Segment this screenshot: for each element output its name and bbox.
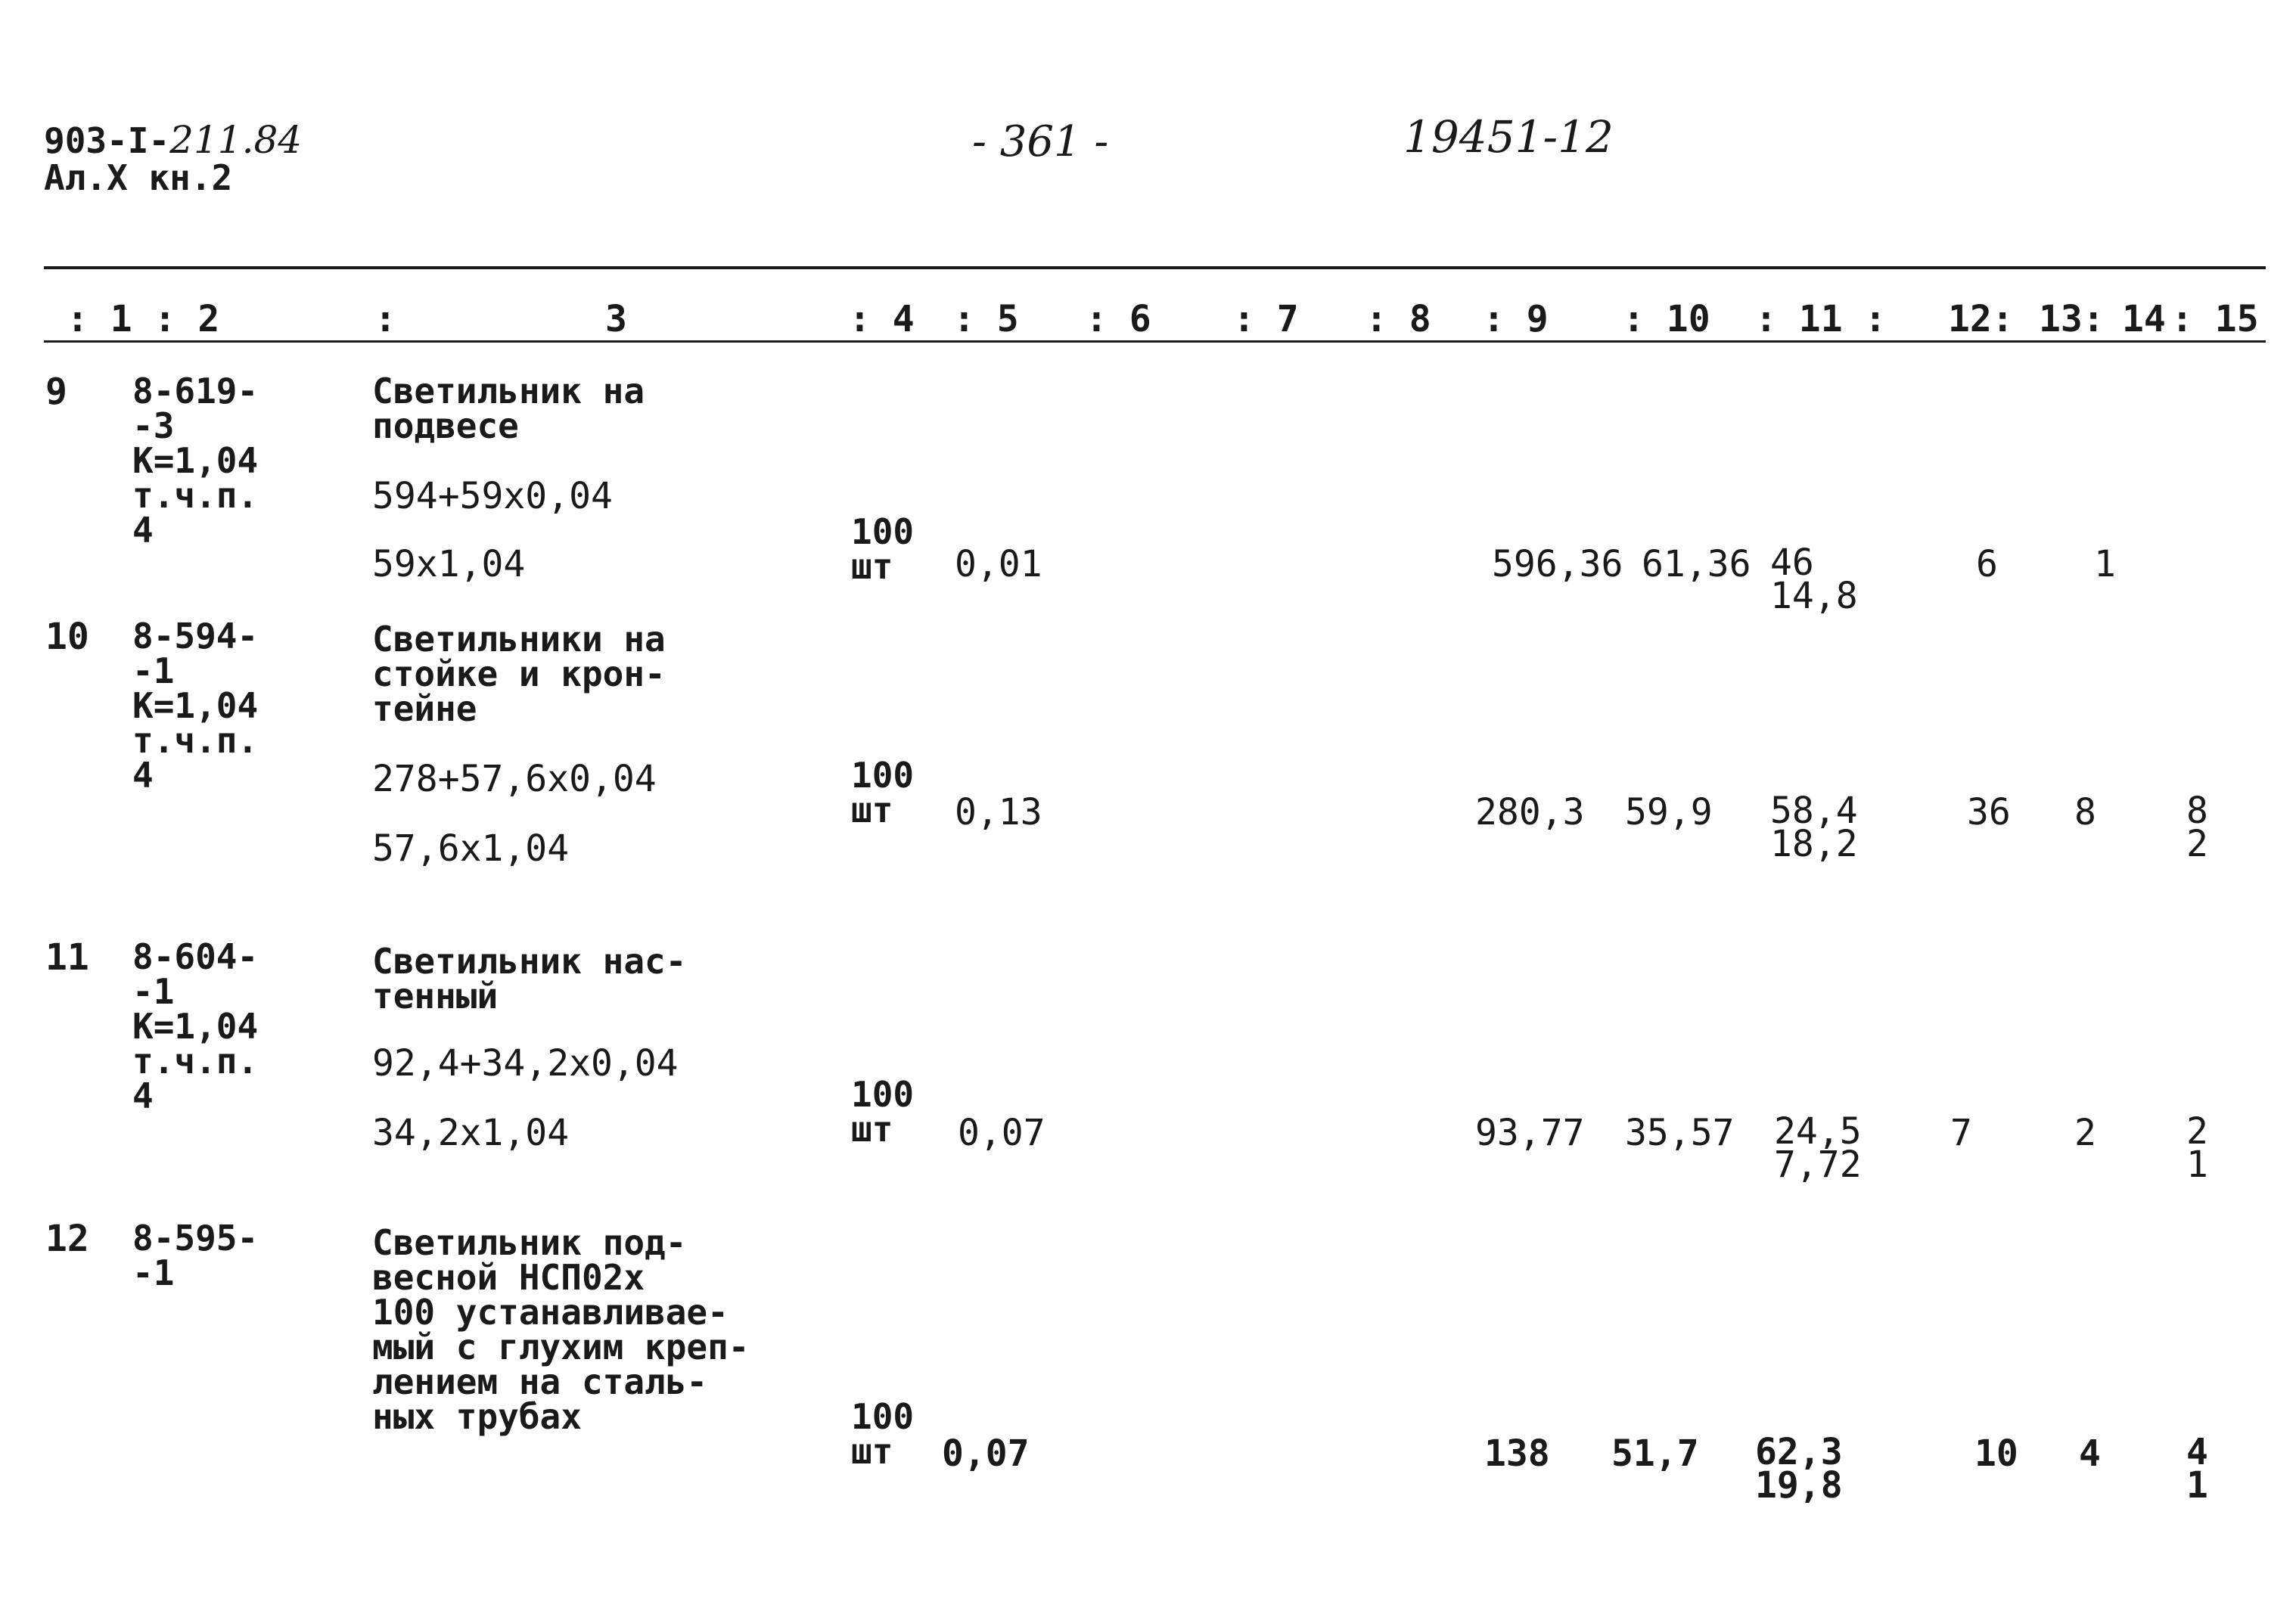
col-header-3: 3 xyxy=(605,298,627,340)
norm-code: 8-595- -1 xyxy=(132,1218,259,1293)
row-number: 11 xyxy=(45,936,89,979)
doc-code-handwritten: 211.84 xyxy=(169,118,303,162)
col-9-value: 138 xyxy=(1484,1432,1550,1475)
col-11-value: 58,4 18,2 xyxy=(1770,790,1858,865)
col-9-value: 93,77 xyxy=(1475,1112,1585,1154)
col-15-value: 2 1 xyxy=(2186,1110,2208,1186)
formula: 594+59x0,04 xyxy=(372,475,613,517)
col-15-value: 8 2 xyxy=(2186,790,2208,865)
unit: 100 шт xyxy=(851,511,915,587)
item-name: Светильник на подвесе xyxy=(372,371,645,446)
formula: 92,4+34,2x0,04 xyxy=(372,1042,679,1085)
col-9-value: 280,3 xyxy=(1475,791,1585,833)
col-15-value: 4 1 xyxy=(2186,1431,2208,1507)
col-header-8: : 8 xyxy=(1365,298,1431,340)
row-number: 12 xyxy=(45,1218,89,1260)
col-9-value: 596,36 xyxy=(1492,543,1623,585)
col-header-7: : 7 xyxy=(1233,298,1299,340)
col-10-value: 35,57 xyxy=(1625,1112,1735,1154)
page-number: - 361 - xyxy=(972,117,1109,166)
col-header-12: 12: xyxy=(1948,298,2014,340)
col-header-13: 13: xyxy=(2039,298,2105,340)
quantity: 0,01 xyxy=(955,543,1042,585)
quantity: 0,07 xyxy=(958,1112,1045,1154)
inventory-number: 19451-12 xyxy=(1403,111,1614,163)
top-rule xyxy=(44,266,2266,269)
col-header-11: : 11 : xyxy=(1755,298,1887,340)
col-14-value: 1 xyxy=(2094,543,2116,585)
col-12-value: 6 xyxy=(1976,543,1998,585)
norm-code: 8-619- -3 К=1,04 т.ч.п. 4 xyxy=(132,371,259,551)
col-11-value: 24,5 7,72 xyxy=(1774,1110,1862,1186)
doc-code xyxy=(44,118,303,162)
col-header-9: : 9 xyxy=(1483,298,1549,340)
col-header-15: : 15 xyxy=(2171,298,2259,340)
unit: 100 шт xyxy=(851,1396,915,1472)
quantity: 0,07 xyxy=(942,1432,1030,1475)
col-11-value: 46 14,8 xyxy=(1770,542,1858,617)
col-11-value: 62,3 19,8 xyxy=(1755,1431,1843,1507)
col-13-value: 2 xyxy=(2074,1112,2096,1154)
col-header-4: : 4 xyxy=(849,298,915,340)
doc-code-printed: 903-I- xyxy=(44,120,170,161)
formula: 34,2x1,04 xyxy=(372,1112,570,1154)
col-header-1-2: : 1 : 2 xyxy=(67,298,220,340)
formula: 57,6x1,04 xyxy=(372,827,570,870)
unit: 100 шт xyxy=(851,755,915,830)
item-name: Светильник под- весной НСП02х 100 устанавливае- мый с глухим креп- лением на сталь- ных трубах xyxy=(372,1222,750,1437)
col-12-value: 7 xyxy=(1950,1112,1972,1154)
formula: 59x1,04 xyxy=(372,543,526,585)
item-name: Светильники на стойке и крон- тейне xyxy=(372,619,666,729)
col-13-value: 4 xyxy=(2079,1432,2101,1475)
norm-code: 8-594- -1 К=1,04 т.ч.п. 4 xyxy=(132,616,259,796)
col-header-6: : 6 xyxy=(1086,298,1151,340)
col-10-value: 59,9 xyxy=(1625,791,1713,833)
col-12-value: 10 xyxy=(1974,1432,2018,1475)
col-12-value: 36 xyxy=(1967,791,2011,833)
row-number: 10 xyxy=(45,616,89,658)
col-10-value: 51,7 xyxy=(1611,1432,1699,1475)
unit: 100 шт xyxy=(851,1074,915,1150)
formula: 278+57,6x0,04 xyxy=(372,758,657,800)
item-name: Светильник нас- тенный xyxy=(372,941,687,1016)
norm-code: 8-604- -1 К=1,04 т.ч.п. 4 xyxy=(132,936,259,1116)
col-header-sep: : xyxy=(374,298,396,340)
header-rule xyxy=(44,340,2266,343)
album-label: Ал.X кн.2 xyxy=(44,157,233,198)
col-header-14: 14 xyxy=(2122,298,2166,340)
col-header-5: : 5 xyxy=(953,298,1019,340)
col-header-10: : 10 xyxy=(1623,298,1710,340)
row-number: 9 xyxy=(45,371,67,413)
quantity: 0,13 xyxy=(955,791,1042,833)
col-10-value: 61,36 xyxy=(1642,543,1751,585)
col-13-value: 8 xyxy=(2074,791,2096,833)
